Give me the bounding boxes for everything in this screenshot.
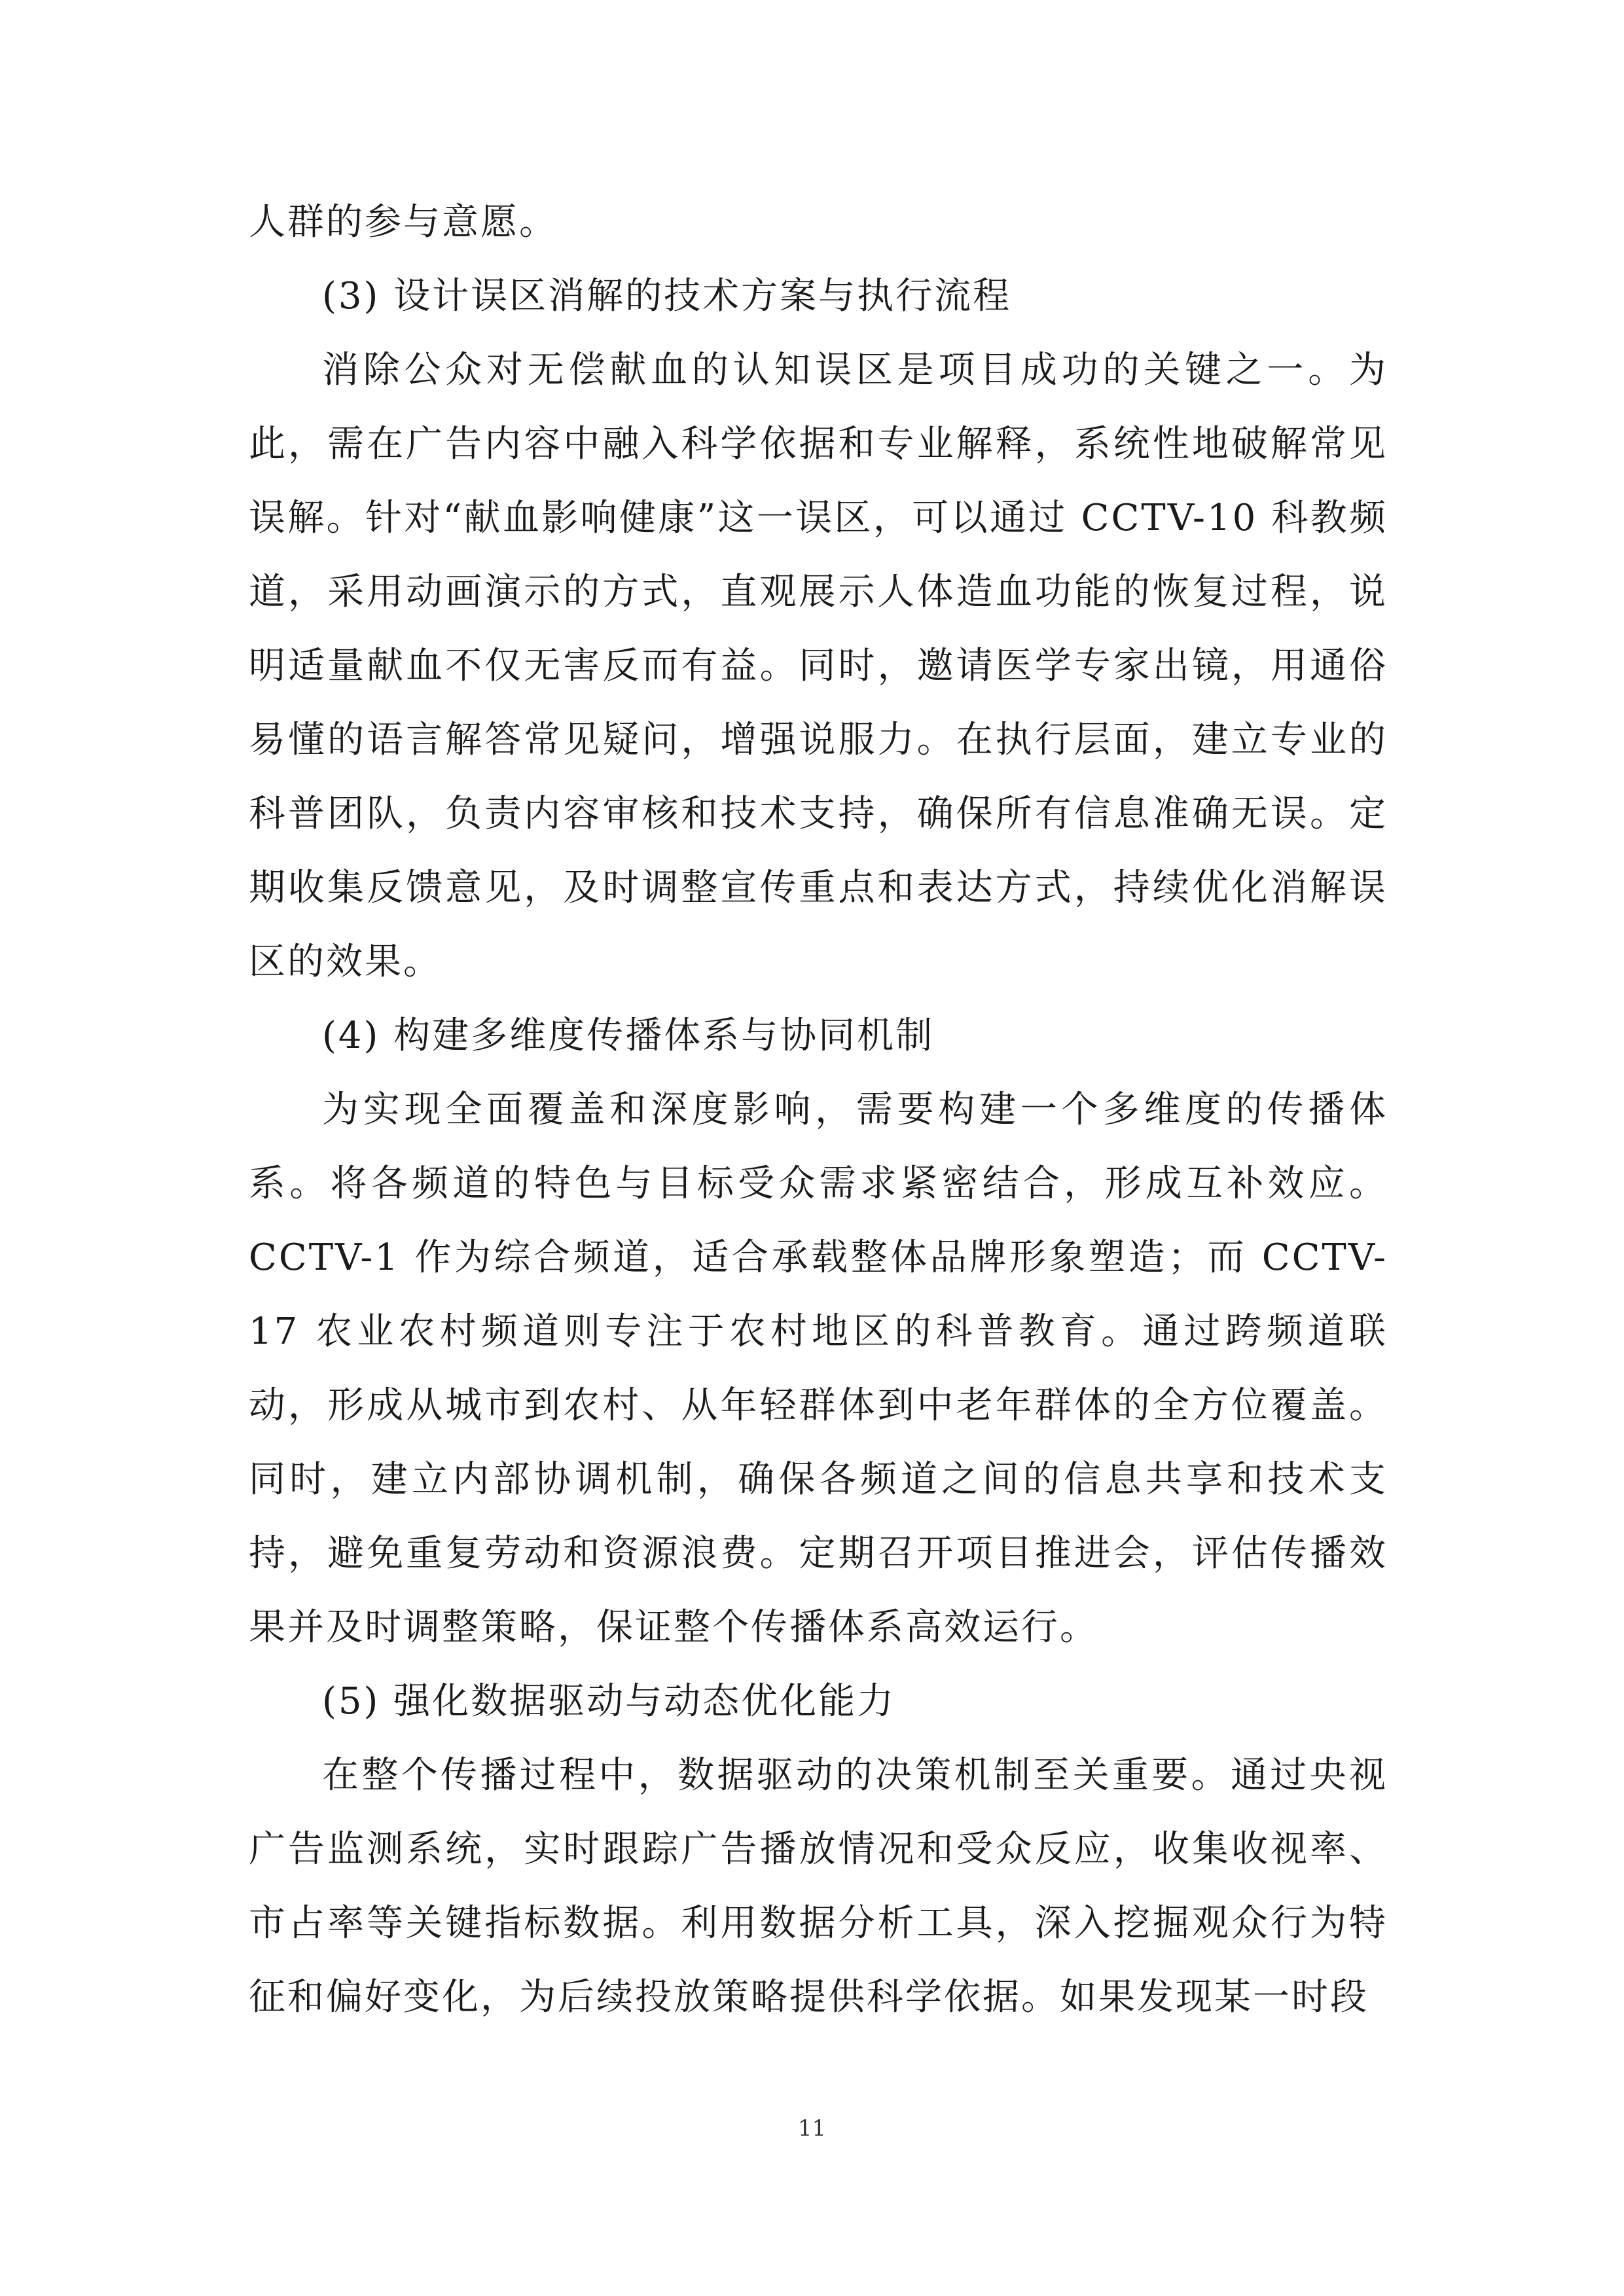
paragraph-misconception-solution: 消除公众对无偿献血的认知误区是项目成功的关键之一。为此，需在广告内容中融入科学依据和专业解释，系统性地破解常见误解。针对“献血影响健康”这一误区，可以通过 CCTV-10 科教频道，采用动画演示的方式，直观展示人体造血功能的恢复过程，说明适量献血不仅无害反而有益。同时，邀请医学专家出镜，用通俗易懂的语言解答常见疑问，增强说服力。在执行层面，建立专业的科普团队，负责内容审核和技术支持，确保所有信息准确无误。定期收集反馈意见，及时调整宣传重点和表达方式，持续优化消解误区的效果。 bbox=[249, 349, 1388, 983]
paragraph-communication-system: 为实现全面覆盖和深度影响，需要构建一个多维度的传播体系。将各频道的特色与目标受众需求紧密结合，形成互补效应。CCTV-1 作为综合频道，适合承载整体品牌形象塑造；而 CCTV-17 农业农村频道则专注于农村地区的科普教育。通过跨频道联动，形成从城市到农村、从年轻群体到中老年群体的全方位覆盖。同时，建立内部协调机制，确保各频道之间的信息共享和技术支持，避免重复劳动和资源浪费。定期召开项目推进会，评估传播效果并及时调整策略，保证整个传播体系高效运行。 bbox=[249, 1088, 1388, 1649]
page-body bbox=[249, 185, 1388, 2034]
paragraph-continuation: 人群的参与意愿。 bbox=[249, 201, 558, 243]
section-heading-5: (5) 强化数据驱动与动态优化能力 bbox=[322, 1680, 896, 1723]
paragraph-data-driven: 在整个传播过程中，数据驱动的决策机制至关重要。通过央视广告监测系统，实时跟踪广告播放情况和受众反应，收集收视率、市占率等关键指标数据。利用数据分析工具，深入挖掘观众行为特征和偏好变化，为后续投放策略提供科学依据。如果发现某一时段 bbox=[249, 1754, 1388, 2018]
page-number: 11 bbox=[797, 2115, 827, 2142]
section-heading-3: (3) 设计误区消解的技术方案与执行流程 bbox=[322, 275, 1012, 317]
section-heading-4: (4) 构建多维度传播体系与协同机制 bbox=[322, 1014, 935, 1057]
